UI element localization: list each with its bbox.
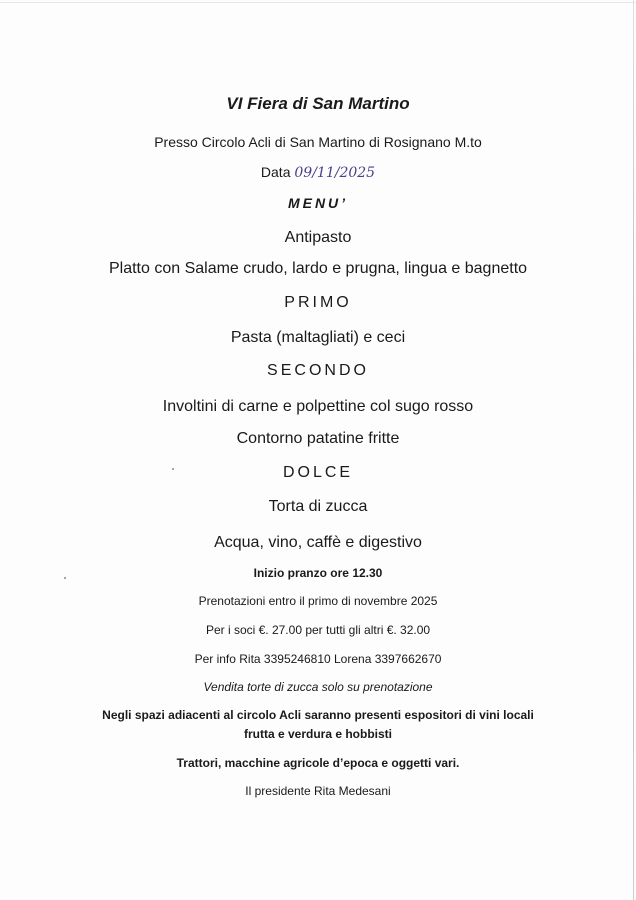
- dolce-heading: DOLCE: [282, 464, 354, 481]
- primo-dish: Pasta (maltagliati) e ceci: [230, 329, 406, 346]
- date-label: Data: [260, 164, 291, 180]
- secondo-dish: Involtini di carne e polpettine col sugo rosso: [162, 398, 474, 415]
- antipasto-dish: Platto con Salame crudo, lardo e prugna, lingua e bagnetto: [108, 260, 528, 277]
- contorno-line: Contorno patatine fritte: [236, 430, 400, 447]
- event-title: VI Fiera di San Martino: [226, 94, 410, 113]
- dolce-dish: Torta di zucca: [268, 498, 368, 515]
- date-value: 09/11/2025: [294, 165, 376, 181]
- page-edge-top: [0, 2, 636, 3]
- scan-speck: [64, 577, 66, 579]
- drinks-line: Acqua, vino, caffè e digestivo: [214, 534, 422, 551]
- tractors-note: Trattori, macchine agricole d’epoca e oggetti vari.: [176, 756, 460, 770]
- scan-speck: [172, 468, 174, 470]
- exhibitors-note-line2: frutta e verdura e hobbisti: [243, 727, 393, 741]
- secondo-heading: SECONDO: [267, 362, 369, 379]
- venue-line: Presso Circolo Acli di San Martino di Rosignano M.to: [154, 134, 482, 150]
- antipasto-heading: Antipasto: [284, 229, 352, 246]
- reservation-deadline: Prenotazioni entro il primo di novembre 2025: [198, 594, 438, 608]
- date-line: [0, 164, 636, 181]
- price-line: Per i soci €. 27.00 per tutti gli altri €. 32.00: [205, 623, 431, 637]
- primo-heading: PRIMO: [284, 294, 352, 311]
- president-signature-line: Il presidente Rita Medesani: [245, 784, 391, 798]
- pumpkin-cake-sale-note: Vendita torte di zucca solo su prenotazione: [203, 680, 433, 694]
- start-time: Inizio pranzo ore 12.30: [253, 566, 383, 580]
- contact-info: Per info Rita 3395246810 Lorena 3397662670: [194, 652, 442, 666]
- menu-heading: MENU’: [287, 195, 349, 211]
- exhibitors-note-line1: Negli spazi adiacenti al circolo Acli saranno presenti espositori di vini locali: [102, 708, 534, 722]
